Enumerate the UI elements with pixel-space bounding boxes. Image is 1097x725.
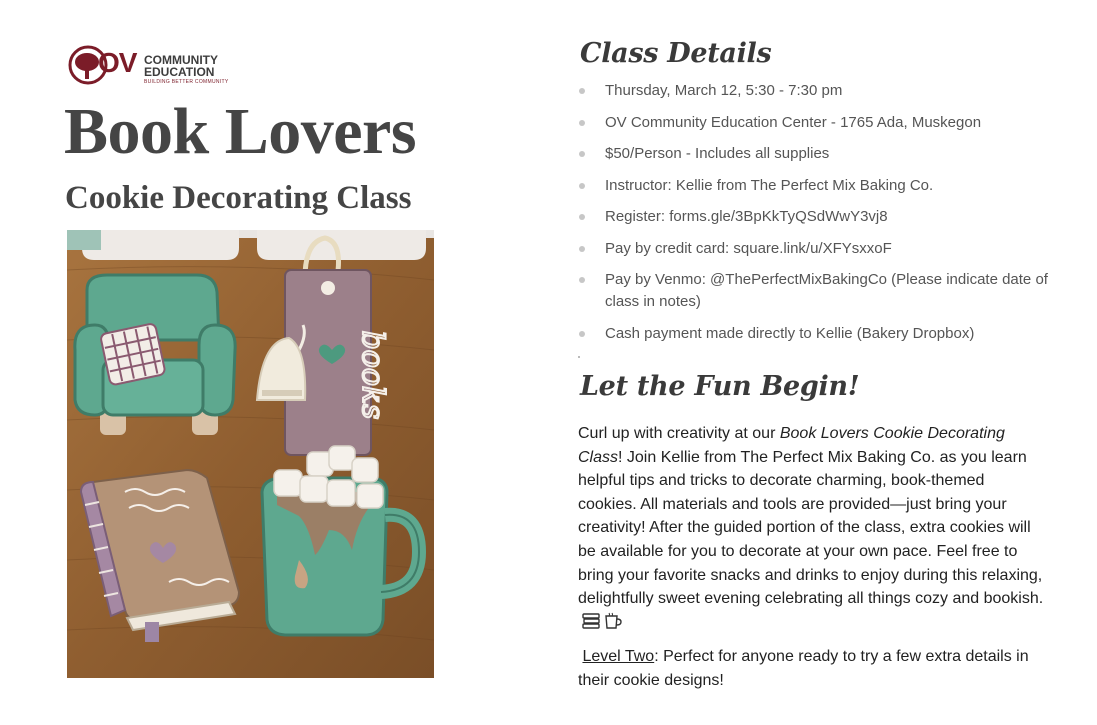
logo-line-2: EDUCATION	[144, 65, 215, 79]
fun-heading: Let the Fun Begin!	[580, 371, 860, 402]
list-item: OV Community Education Center - 1765 Ada, Muskegon	[578, 112, 1048, 134]
class-details-heading: Class Details	[580, 38, 772, 69]
cookie-photo	[67, 230, 434, 678]
logo-tagline: BUILDING BETTER COMMUNITY	[144, 79, 229, 85]
class-description	[578, 422, 1044, 637]
list-item: Pay by credit card: square.link/u/XFYsxxoF	[578, 238, 1048, 260]
bookmark-text: books	[355, 330, 390, 420]
list-item: Cash payment made directly to Kellie (Bakery Dropbox)	[578, 323, 1048, 345]
page-title: Book Lovers	[64, 95, 417, 168]
ov-logo	[68, 42, 228, 88]
level-label: Level Two	[582, 648, 655, 665]
description-body: ! Join Kellie from The Perfect Mix Baking Co. as you learn helpful tips and tricks to decorate charming, book-themed cookies. All materials and tools are provided—just bring your creativity! After the guided portion of the class, extra cookies will be available for you to decorate at your own pace. Feel free to bring your favorite snacks and drinks to enjoy during this relaxing, delightfully sweet evening celebrating all things cozy and bookish.	[578, 448, 1044, 608]
list-item: $50/Person - Includes all supplies	[578, 143, 1048, 165]
list-item: Instructor: Kellie from The Perfect Mix Baking Co.	[578, 175, 1048, 197]
description-intro: Curl up with creativity at our	[578, 425, 780, 442]
class-name: Book Lovers Cookie Decorating Class	[578, 425, 1005, 466]
logo-line-1: COMMUNITY	[144, 53, 218, 67]
books-icon	[582, 612, 600, 638]
armchair-cookie	[75, 275, 235, 435]
list-item: Register: forms.gle/3BpKkTyQSdWwY3vj8	[578, 206, 1048, 228]
level-text: : Perfect for anyone ready to try a few extra details in their cookie designs!	[578, 648, 1029, 689]
list-item: Thursday, March 12, 5:30 - 7:30 pm	[578, 80, 1048, 102]
level-description	[578, 645, 1044, 692]
page-subtitle: Cookie Decorating Class	[65, 180, 412, 216]
logo-brand: OV	[98, 47, 137, 78]
class-details-list	[578, 80, 1048, 354]
list-item: Pay by Venmo: @ThePerfectMixBakingCo (Please indicate date of class in notes)	[578, 269, 1048, 313]
mug-icon	[604, 612, 622, 638]
divider-dot	[578, 356, 580, 358]
